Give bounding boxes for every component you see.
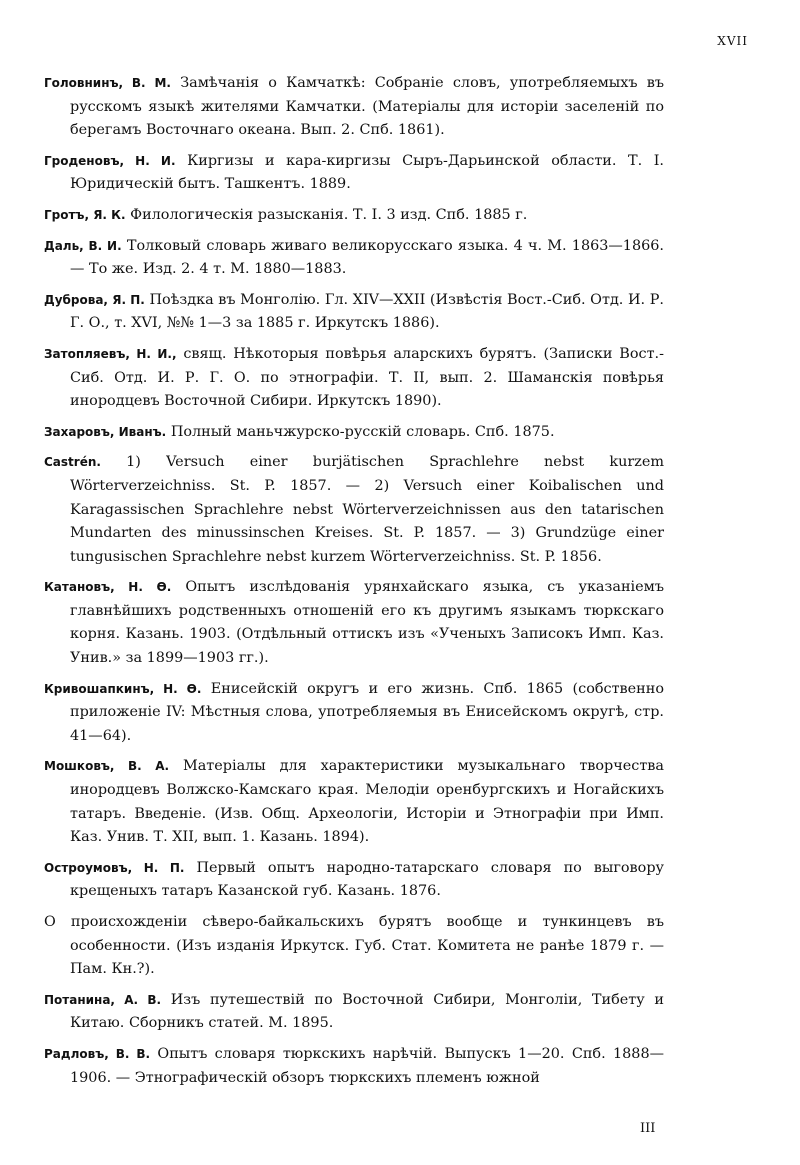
bibliography-entry <box>44 755 664 849</box>
entry-author: Захаровъ, Иванъ. <box>44 424 167 439</box>
bibliography-entry <box>44 343 664 414</box>
entry-author: Дубровa, Я. П. <box>44 292 145 307</box>
entry-author: Даль, В. И. <box>44 238 122 253</box>
entry-author: Гроденовъ, Н. И. <box>44 153 176 168</box>
bibliography-entry <box>44 576 664 670</box>
entry-author: Катановъ, Н. Ѳ. <box>44 580 172 595</box>
bibliography-entry <box>44 289 664 336</box>
signature-mark: III <box>640 1121 656 1136</box>
entry-author: Кривошапкинъ, Н. Ѳ. <box>44 681 202 696</box>
entry-text: Енисейскій округъ и его жизнь. Спб. 1865 (собственно приложеніе IV: Мѣстныя слова, употребляемыя въ Енисейскомъ округѣ, стр. 41—64). <box>70 680 665 744</box>
entry-text: Толковый словарь живаго великорусскаго языка. 4 ч. М. 1863—1866. — То же. Изд. 2. 4 т. М. 1880—1883. <box>70 237 664 278</box>
entry-text: Матеріалы для характеристики музыкальнаго творчества инородцевъ Волжско-Камскаго края. Мелодіи оренбургскихъ и Ногайскихъ татаръ. Введеніе. (Изв. Общ. Археологіи, Исторіи и Этнографіи при Имп. Каз. Унив. Т. XII, вып. 1. Казань. 1894). <box>70 758 664 846</box>
bibliography-entry <box>44 421 664 445</box>
entry-author: Гротъ, Я. К. <box>44 207 126 222</box>
entry-author: Потанина, А. В. <box>44 992 162 1007</box>
bibliography-entry <box>44 150 664 197</box>
entry-text: Изъ путешествій по Восточной Сибири, Монголіи, Тибету и Китаю. Сборникъ статей. М. 1895. <box>70 991 664 1032</box>
entry-text: О происхожденіи сѣверо-байкальскихъ бурятъ вообще и тункинцевъ въ особенности. (Изъ изданія Иркутск. Губ. Стат. Комитета не ранѣе 1879 г. — Пам. Кн.?). <box>44 914 664 978</box>
entry-text: 1) Versuch einer burjätischen Sprachlehre nebst kurzem Wörterverzeichniss. St. P. 1857. — 2) Versuch einer Koibalischen und Karagassischen Sprachlehre nebst Wörterverzeichnissen aus den tatarischen Mundarten des minussinschen Kreises. St. P. 1857. — 3) Grundzüge einer tungusischen Sprachlehre nebst kurzem Wörterverzeichniss. St. P. 1856. <box>70 454 664 565</box>
entry-text: Филологическія разысканія. Т. I. 3 изд. Спб. 1885 г. <box>130 206 528 223</box>
bibliography-entry <box>44 857 664 904</box>
bibliography-entry <box>44 911 664 982</box>
entry-author: Затопляевъ, Н. И., <box>44 346 177 361</box>
entry-author: Castrén. <box>44 455 101 470</box>
entry-text: Полный маньчжурско-русскій словарь. Спб. 1875. <box>170 423 555 440</box>
page-number: XVII <box>717 34 748 48</box>
entry-text: Опытъ словаря тюркскихъ нарѣчій. Выпускъ 1—20. Спб. 1888—1906. — Этнографическій обзоръ тюркскихъ племенъ южной <box>70 1045 664 1086</box>
bibliography-entry <box>44 989 664 1036</box>
entry-text: Опытъ изслѣдованія урянхайскаго языка, съ указаніемъ главнѣйшихъ родственныхъ отношеній его къ другимъ языкамъ тюркскаго корня. Казань. 1903. (Отдѣльный оттискъ изъ «Ученыхъ Записокъ Имп. Каз. Унив.» за 1899—1903 гг.). <box>70 579 665 667</box>
entry-author: Головнинъ, В. М. <box>44 76 171 90</box>
entry-author: Радловъ, В. В. <box>44 1046 151 1061</box>
bibliography-entry <box>44 451 664 569</box>
bibliography-entry <box>44 678 664 749</box>
entry-text: Первый опытъ народно-татарскаго словаря по выговору крещеныхъ татаръ Казанской губ. Казань. 1876. <box>70 859 664 900</box>
bibliography-entry <box>44 72 664 143</box>
bibliography-entry <box>44 204 664 228</box>
bibliography-entry <box>44 235 664 282</box>
entry-text: Киргизы и кара-киргизы Сыръ-Дарьинской области. Т. I. Юридическій бытъ. Ташкентъ. 1889. <box>70 152 664 193</box>
entry-text: Замѣчанія о Камчаткѣ: Собраніе словъ, употребляемыхъ въ русскомъ языкѣ жителями Камчатки. (Матеріалы для исторіи заселеній по берегамъ Восточнаго океана. Вып. 2. Спб. 1861). <box>70 75 664 139</box>
entry-text: свящ. Нѣкоторыя повѣрья аларскихъ бурятъ. (Записки Вост.-Сиб. Отд. И. Р. Г. О. по этнографіи. Т. II, вып. 2. Шаманскія повѣрья инородцевъ Восточной Сибири. Иркутскъ 1890). <box>70 345 664 410</box>
entry-author: Остроумовъ, Н. П. <box>44 860 185 875</box>
bibliography-list <box>44 72 664 1097</box>
entry-text: Поѣздка въ Монголію. Гл. XIV—XXII (Извѣстія Вост.-Сиб. Отд. И. Р. Г. О., т. XVI, №№ 1—3 за 1885 г. Иркутскъ 1886). <box>70 291 665 332</box>
entry-author: Мошковъ, В. А. <box>44 759 170 774</box>
bibliography-entry <box>44 1043 664 1090</box>
